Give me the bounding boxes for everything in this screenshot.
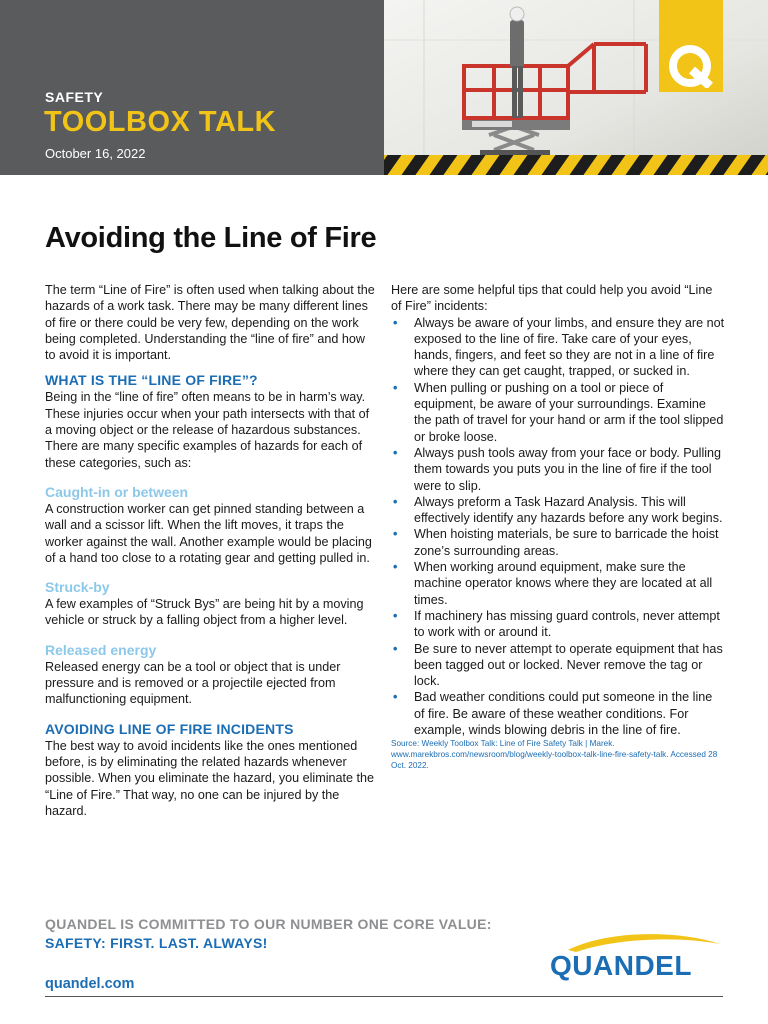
list-item [391,608,725,641]
tip-text: Always be aware of your limbs, and ensure they are not exposed to the line of fire. Take care of your eyes, hands, fingers, and feet so they are not in a line of fire where they can get caught, trapped, or sucked in. [414,315,725,379]
list-item [391,559,725,608]
header-banner [0,0,768,175]
bullet-icon: • [393,445,398,460]
tips-list [391,315,725,739]
safety-slogan: SAFETY: FIRST. LAST. ALWAYS! [45,935,268,951]
tip-text: Be sure to never attempt to operate equipment that has been tagged out or locked. Never remove the tag or lock. [414,641,723,689]
header-date: October 16, 2022 [45,146,146,161]
list-item [391,494,725,527]
tip-text: When hoisting materials, be sure to barricade the hoist zone’s surrounding areas. [414,527,719,558]
list-item [391,689,725,738]
list-item [391,315,725,380]
tip-text: When pulling or pushing on a tool or piece of equipment, be aware of your surroundings. Examine the path of travel for your hand or arm if the tool slipped or broke loose. [414,380,724,444]
tip-text: Always push tools away from your face or body. Pulling them towards you puts you in the line of fire if the tool were to slip. [414,445,722,493]
tip-text: Always preform a Task Hazard Analysis. This will effectively identify any hazards before any work begins. [414,494,723,526]
what-paragraph-1: Being in the “line of fire” often means to be in harm’s way. These injuries occur when your path intersects with that of a moving object or the release of hazardous substances. [45,390,370,438]
struck-paragraph: A few examples of “Struck Bys” are being hit by a moving vehicle or struck by a falling object from a higher level. [45,597,364,628]
list-item [391,641,725,690]
tip-text: When working around equipment, make sure the machine operator knows where they are located at all times. [414,560,713,607]
bullet-icon: • [393,690,398,705]
caught-heading: Caught-in or between [45,483,189,500]
tip-text: If machinery has missing guard controls, never attempt to work with or around it. [414,608,720,640]
header-kicker: SAFETY [45,89,104,105]
source-citation[interactable]: Source: Weekly Toolbox Talk: Line of Fire Safety Talk | Marek. www.marekbros.com/newsroom/blog/weekly-toolbox-talk-line-fire-safety-talk. Accessed 28 Oct. 2022. [391,739,718,771]
list-item [391,526,725,559]
brand-logo: QUANDEL [550,950,692,981]
bullet-icon: • [393,494,398,509]
struck-heading: Struck-by [45,579,110,596]
avoid-heading: AVOIDING LINE OF FIRE INCIDENTS [45,720,294,737]
tips-intro: Here are some helpful tips that could help you avoid “Line of Fire” incidents: [391,283,713,314]
intro-paragraph: The term “Line of Fire” is often used when talking about the hazards of a work task. There may be many different lines of fire or there could be very few, depending on the work being completed. Understanding the “line of fire” and how to avoid it is important. [45,283,375,363]
bullet-icon: • [393,527,398,542]
caught-paragraph: A construction worker can get pinned standing between a wall and a scissor lift. When the lift moves, it traps the worker against the wall. Another example would be placing of a hand too close to a rotating gear and getting pulled in. [45,501,372,565]
bullet-icon: • [393,315,398,330]
website-link[interactable]: quandel.com [45,976,135,992]
right-column [391,282,725,771]
footer-divider [45,996,723,997]
quandel-q-logo-icon [666,44,716,88]
avoid-paragraph: The best way to avoid incidents like the ones mentioned before, is by eliminating the related hazards whenever possible. When you eliminate the hazard, you eliminate the “Line of Fire.” That way, no one can be injured by the hazard. [45,738,375,818]
tip-text: Bad weather conditions could put someone in the line of fire. Be aware of these weather conditions. For example, winds blowing debris in the line of fire. [414,690,713,738]
released-heading: Released energy [45,641,157,658]
bullet-icon: • [393,380,398,395]
what-heading: WHAT IS THE “LINE OF FIRE”? [45,372,258,389]
header-gray-panel [0,0,384,175]
bullet-icon: • [393,560,398,575]
page-title: Avoiding the Line of Fire [45,222,377,254]
header-title: TOOLBOX TALK [44,106,277,138]
what-paragraph-2: There are many specific examples of hazards for each of these categories, such as: [45,439,363,470]
list-item [391,380,725,445]
bullet-icon: • [393,608,398,623]
commitment-statement: QUANDEL IS COMMITTED TO OUR NUMBER ONE CORE VALUE: [45,916,492,932]
left-column [45,282,377,819]
list-item [391,445,725,494]
bullet-icon: • [393,641,398,656]
released-paragraph: Released energy can be a tool or object that is under pressure and is removed or a projectile ejected from malfunctioning equipment. [45,659,341,707]
